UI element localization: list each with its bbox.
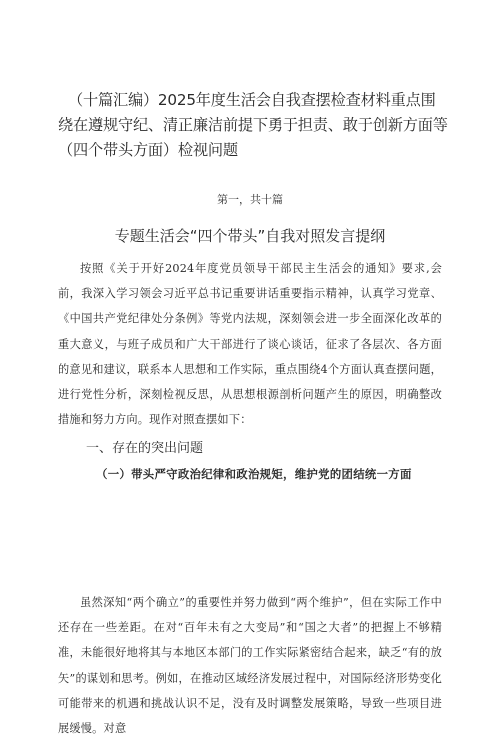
subsection-heading: （一）带头严守政治纪律和政治规矩，维护党的团结统一方面	[96, 467, 412, 481]
part-label: 第一，共十篇	[217, 193, 283, 206]
body-paragraph: 虽然深知“两个确立”的重要性并努力做到“两个维护”，但在实际工作中还存在一些差距。在对“百年未有之大变局”和“国之大者”的把握上不够精准，未能很好地将其与本地区本部门的工作实际紧密结合起来，缺乏“有的放矢”的谋划和思考。例如，在推动区域经济发展过程中，对国际经济形势变化可能带来的机遇和挑战认识不足，没有及时调整发展策略，导致一些项目进展缓慢。对意	[58, 596, 442, 736]
speech-title: 专题生活会“四个带头”自我对照发言提纲	[114, 227, 386, 245]
document-title-text: （十篇汇编）2025年度生活会自我查摆检查材料重点围绕在遵规守纪、清正廉洁前提下勇于担责、敢于创新方面等（四个带头方面）检视问题	[58, 91, 448, 159]
section-heading: 一、存在的突出问题	[86, 441, 204, 456]
intro-paragraph: 按照《关于开好2024年度党员领导干部民主生活会的通知》要求,会前，我深入学习领会习近平总书记重要讲话重要指示精神，认真学习党章、《中国共产党纪律处分条例》等党内法规，深刻领会进一步全面深化改革的重大意义，与班子成员和广大干部进行了谈心谈话，征求了各层次、各方面的意见和建议，联系本人思想和工作实际，重点围绕4个方面认真查摆问题，进行党性分析，深刻检视反思，从思想根源剖析问题产生的原因，明确整改措施和努力方向。现作对照查摆如下：	[58, 262, 442, 427]
document-title	[58, 88, 450, 163]
